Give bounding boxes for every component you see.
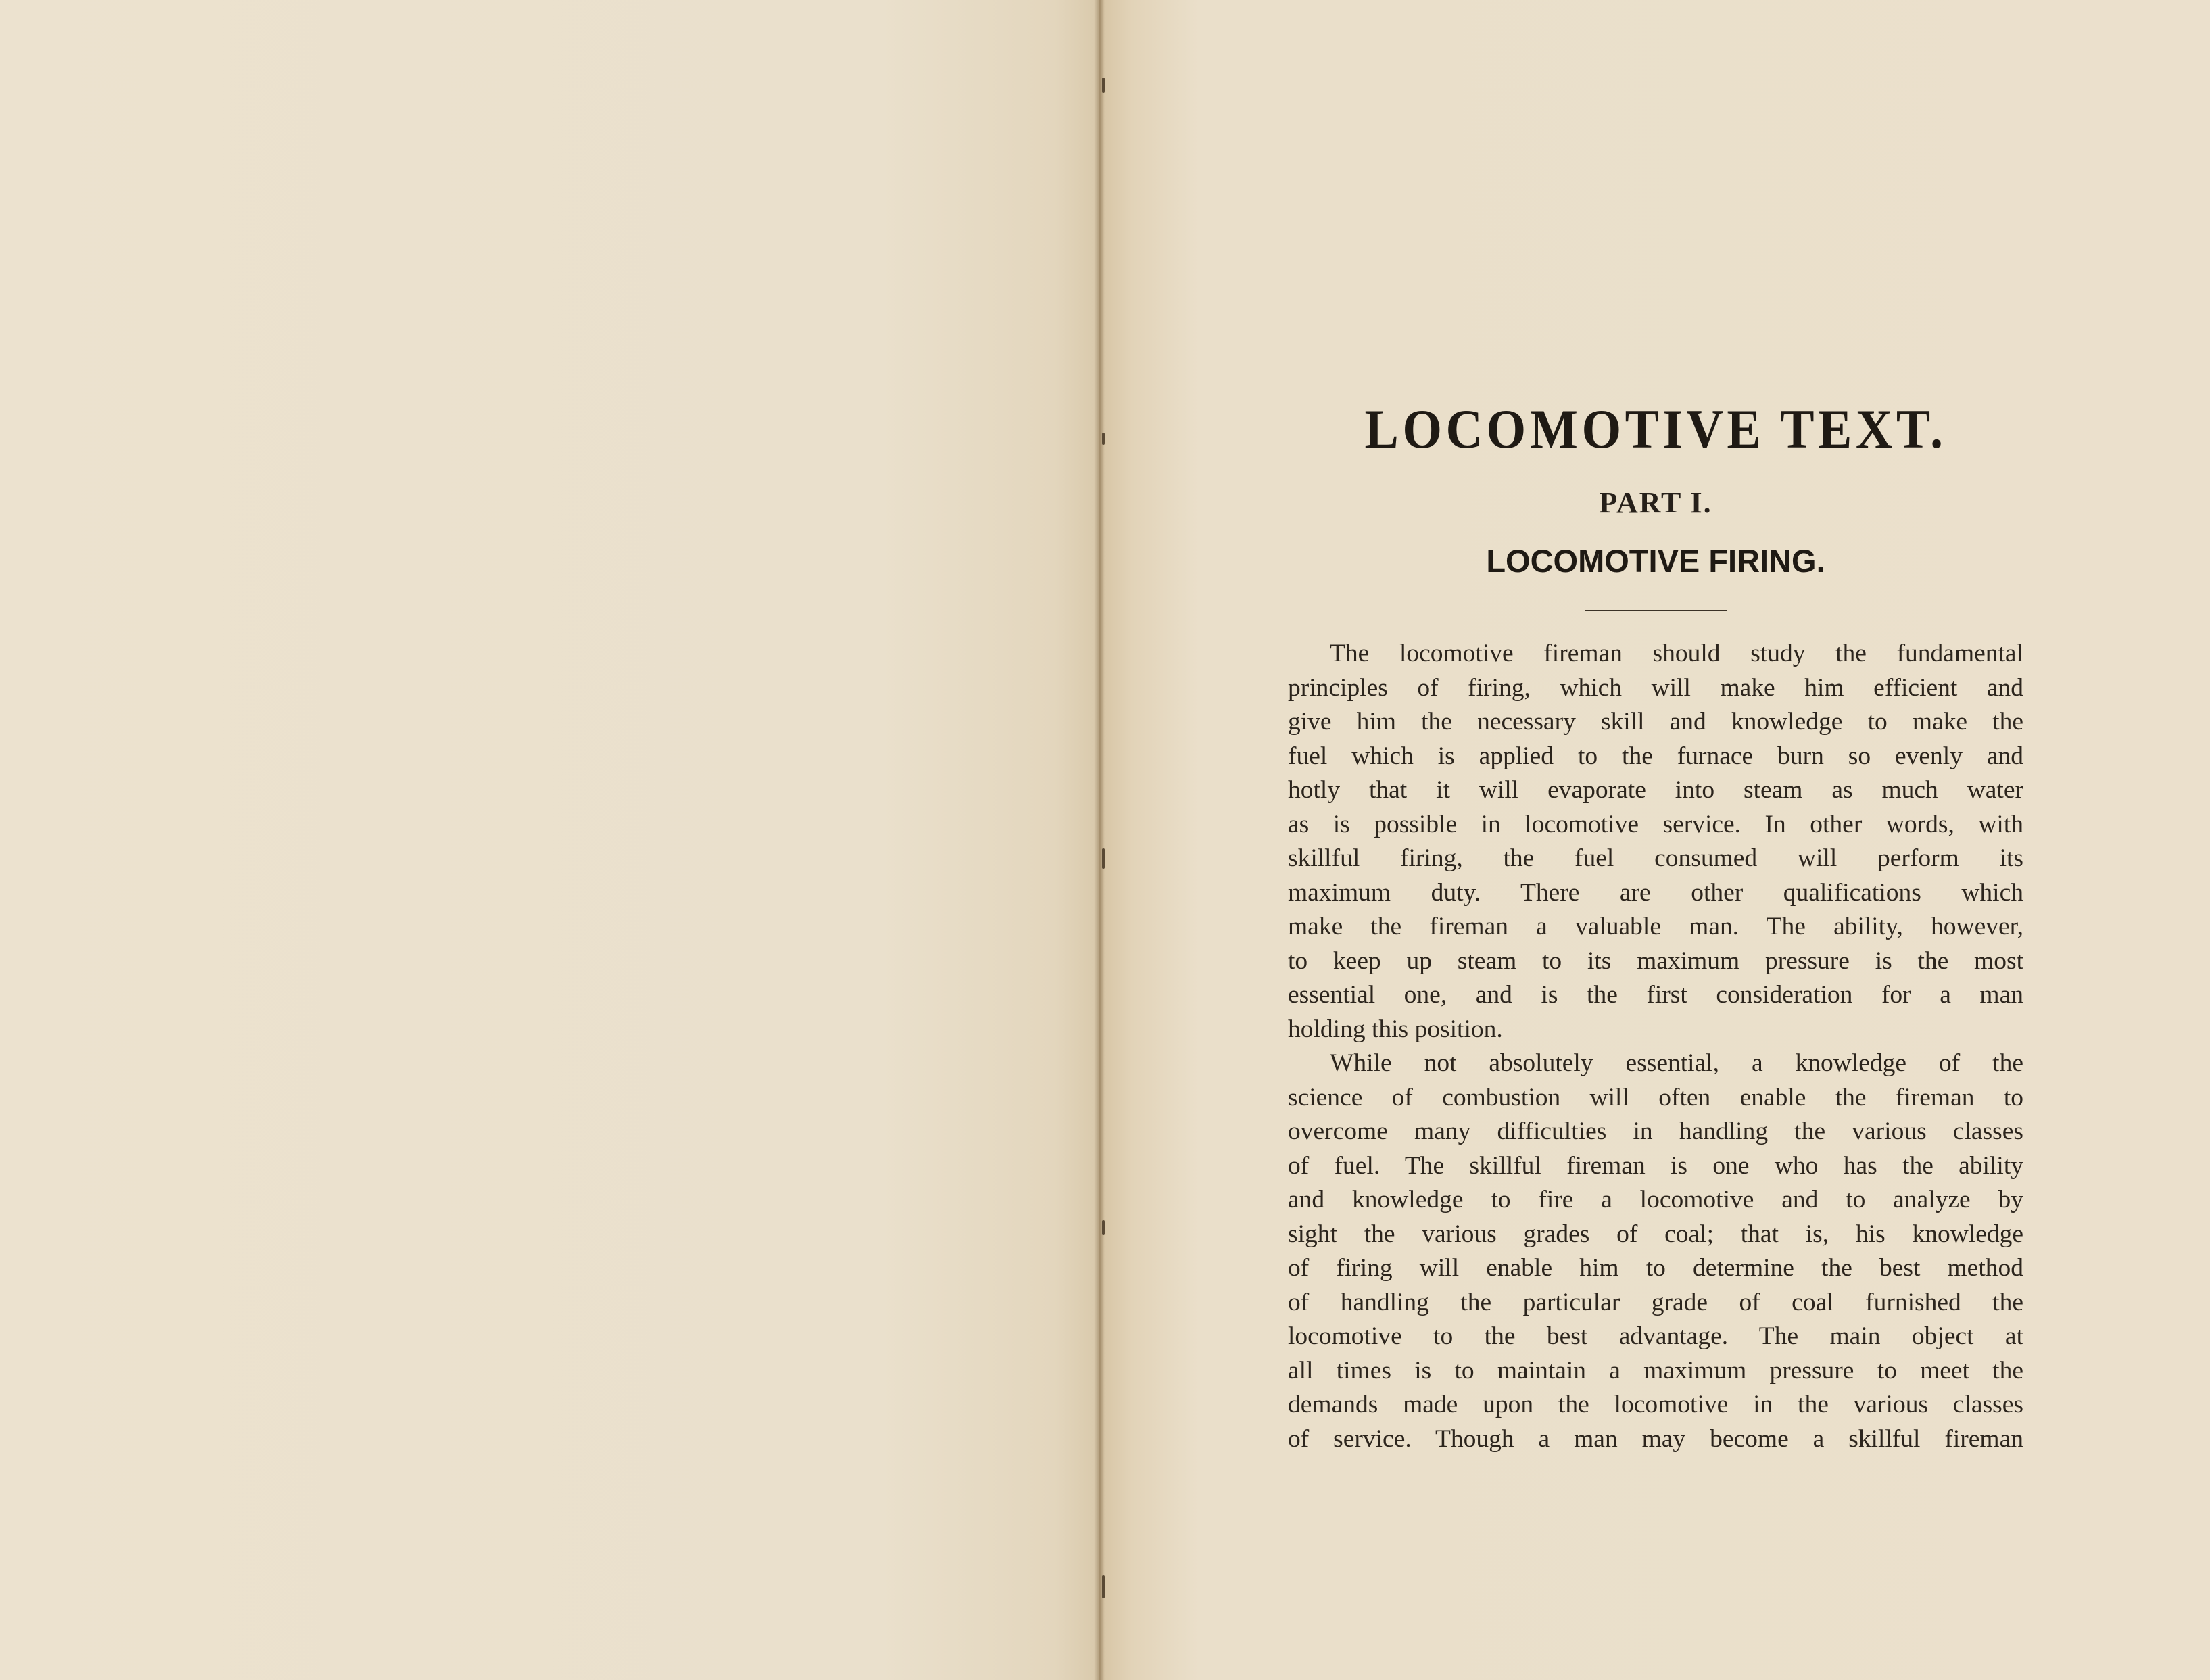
text-line: of service. Though a man may become a skillful fireman (1288, 1424, 2023, 1453)
book-title: LOCOMOTIVE TEXT. (1364, 398, 1947, 460)
text-line: While not absolutely essential, a knowledge of the (1330, 1049, 2023, 1077)
text-line: principles of firing, which will make him efficient and (1288, 673, 2023, 702)
text-line: to keep up steam to its maximum pressure is the most (1288, 946, 2023, 975)
text-line: maximum duty. There are other qualifications which (1288, 878, 2023, 907)
section-heading: LOCOMOTIVE FIRING. (1486, 543, 1825, 579)
text-line: of handling the particular grade of coal furnished the (1288, 1288, 2023, 1316)
binding-stitch (1102, 78, 1105, 93)
text-line: make the fireman a valuable man. The ability, however, (1288, 913, 2023, 940)
binding-stitch (1102, 1220, 1105, 1235)
text-line: skillful firing, the fuel consumed will perform its (1288, 844, 2023, 872)
text-line: sight the various grades of coal; that is, his knowledge (1288, 1220, 2023, 1248)
text-line: and knowledge to fire a locomotive and to analyze by (1288, 1186, 2023, 1214)
binding-stitch (1102, 848, 1105, 869)
text-line: demands made upon the locomotive in the various classes (1288, 1391, 2023, 1418)
text-line: as is possible in locomotive service. In other words, with (1288, 810, 2023, 838)
text-line: locomotive to the best advantage. The main object at (1288, 1322, 2023, 1350)
text-line: of fuel. The skillful fireman is one who has the ability (1288, 1151, 2023, 1180)
text-line: overcome many difficulties in handling the various classes (1288, 1118, 2023, 1145)
book-gutter (1094, 0, 1105, 1680)
binding-stitch (1102, 433, 1105, 445)
left-page-blank (0, 0, 1099, 1680)
text-line: holding this position. (1288, 1015, 1503, 1043)
page-text-block (1288, 392, 2023, 1456)
text-line: of firing will enable him to determine the best method (1288, 1254, 2023, 1282)
body-text (1288, 637, 2023, 1456)
paragraph-1 (1288, 637, 2023, 1047)
text-line: hotly that it will evaporate into steam as much water (1288, 776, 2023, 804)
paragraph-2 (1288, 1047, 2023, 1456)
part-heading: PART I. (1599, 486, 1712, 519)
divider-rule (1585, 610, 1727, 611)
binding-stitch (1102, 1575, 1105, 1598)
text-line: The locomotive fireman should study the fundamental (1330, 640, 2023, 667)
text-line: essential one, and is the first consideration for a man (1288, 981, 2023, 1009)
text-line: give him the necessary skill and knowledge to make the (1288, 708, 2023, 736)
text-line: fuel which is applied to the furnace burn so evenly and (1288, 742, 2023, 770)
text-line: all times is to maintain a maximum pressure to meet the (1288, 1356, 2023, 1385)
text-line: science of combustion will often enable the fireman to (1288, 1083, 2023, 1111)
